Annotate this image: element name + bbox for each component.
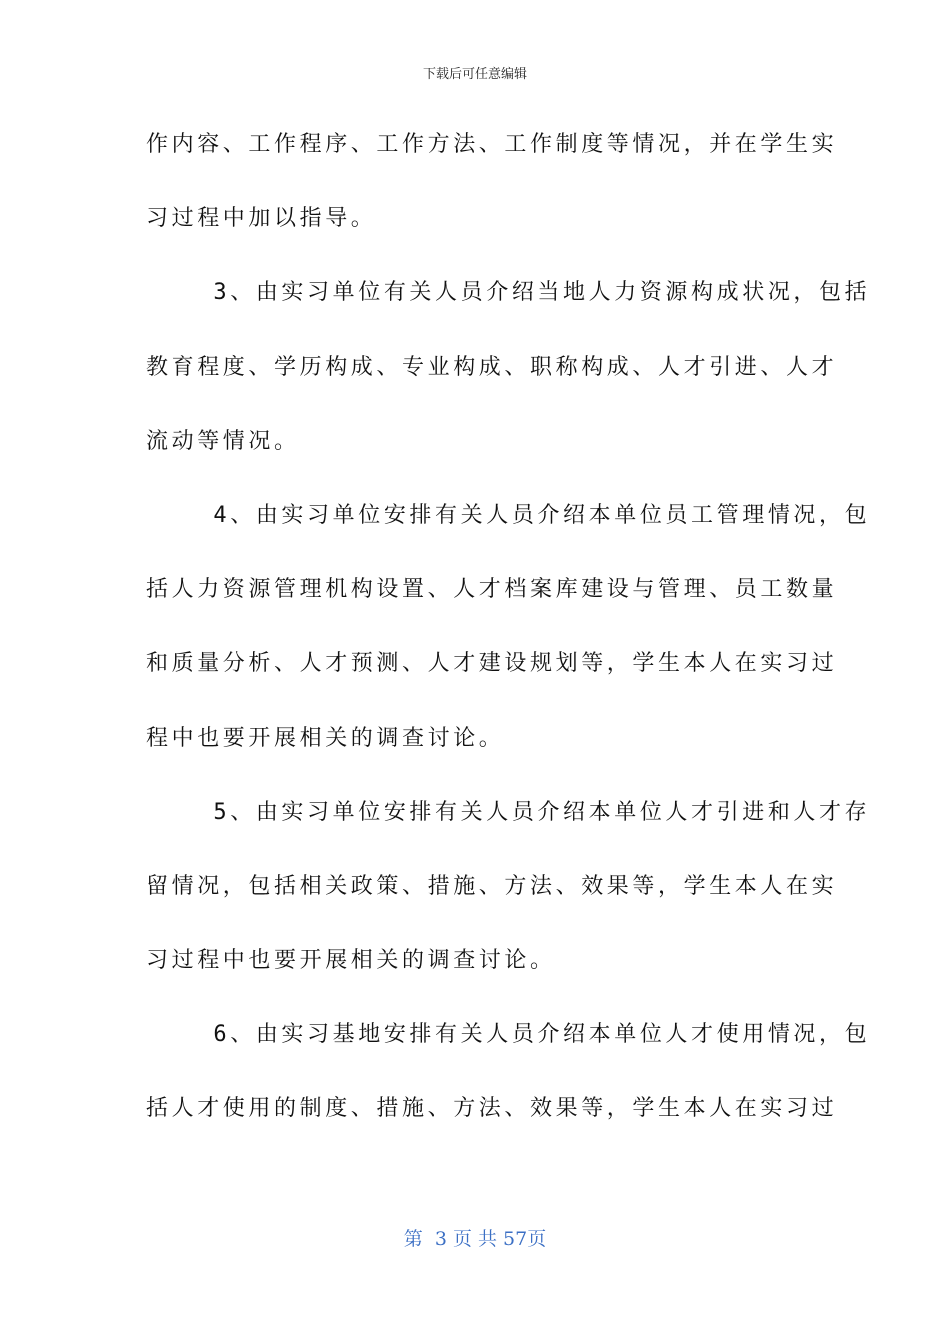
- text-line: 习过程中也要开展相关的调查讨论。: [146, 948, 556, 974]
- text-line: 括人力资源管理机构设置、人才档案库建设与管理、员工数量: [146, 577, 838, 603]
- body-text: [146, 126, 871, 1165]
- text-line: 和质量分析、人才预测、人才建设规划等，学生本人在实习过: [146, 651, 838, 677]
- text-line: 6、由实习基地安排有关人员介绍本单位人才使用情况，包: [146, 1022, 871, 1048]
- text-line: 习过程中加以指导。: [146, 206, 377, 232]
- page-header-note: 下载后可任意编辑: [422, 67, 527, 82]
- text-line: 4、由实习单位安排有关人员介绍本单位员工管理情况，包: [146, 502, 871, 528]
- text-line: 5、由实习单位安排有关人员介绍本单位人才引进和人才存: [146, 799, 871, 825]
- text-line: 留情况，包括相关政策、措施、方法、效果等，学生本人在实: [146, 873, 838, 899]
- text-line: 3、由实习单位有关人员介绍当地人力资源构成状况，包括: [146, 280, 871, 306]
- text-line: 括人才使用的制度、措施、方法、效果等，学生本人在实习过: [146, 1096, 838, 1122]
- text-line: 流动等情况。: [146, 428, 300, 454]
- text-line: 教育程度、学历构成、专业构成、职称构成、人才引进、人才: [146, 354, 838, 380]
- text-line: 作内容、工作程序、工作方法、工作制度等情况，并在学生实: [146, 132, 838, 157]
- page-number-footer: 第 3 页 共 57页: [403, 1228, 547, 1250]
- text-line: 程中也要开展相关的调查讨论。: [146, 725, 505, 751]
